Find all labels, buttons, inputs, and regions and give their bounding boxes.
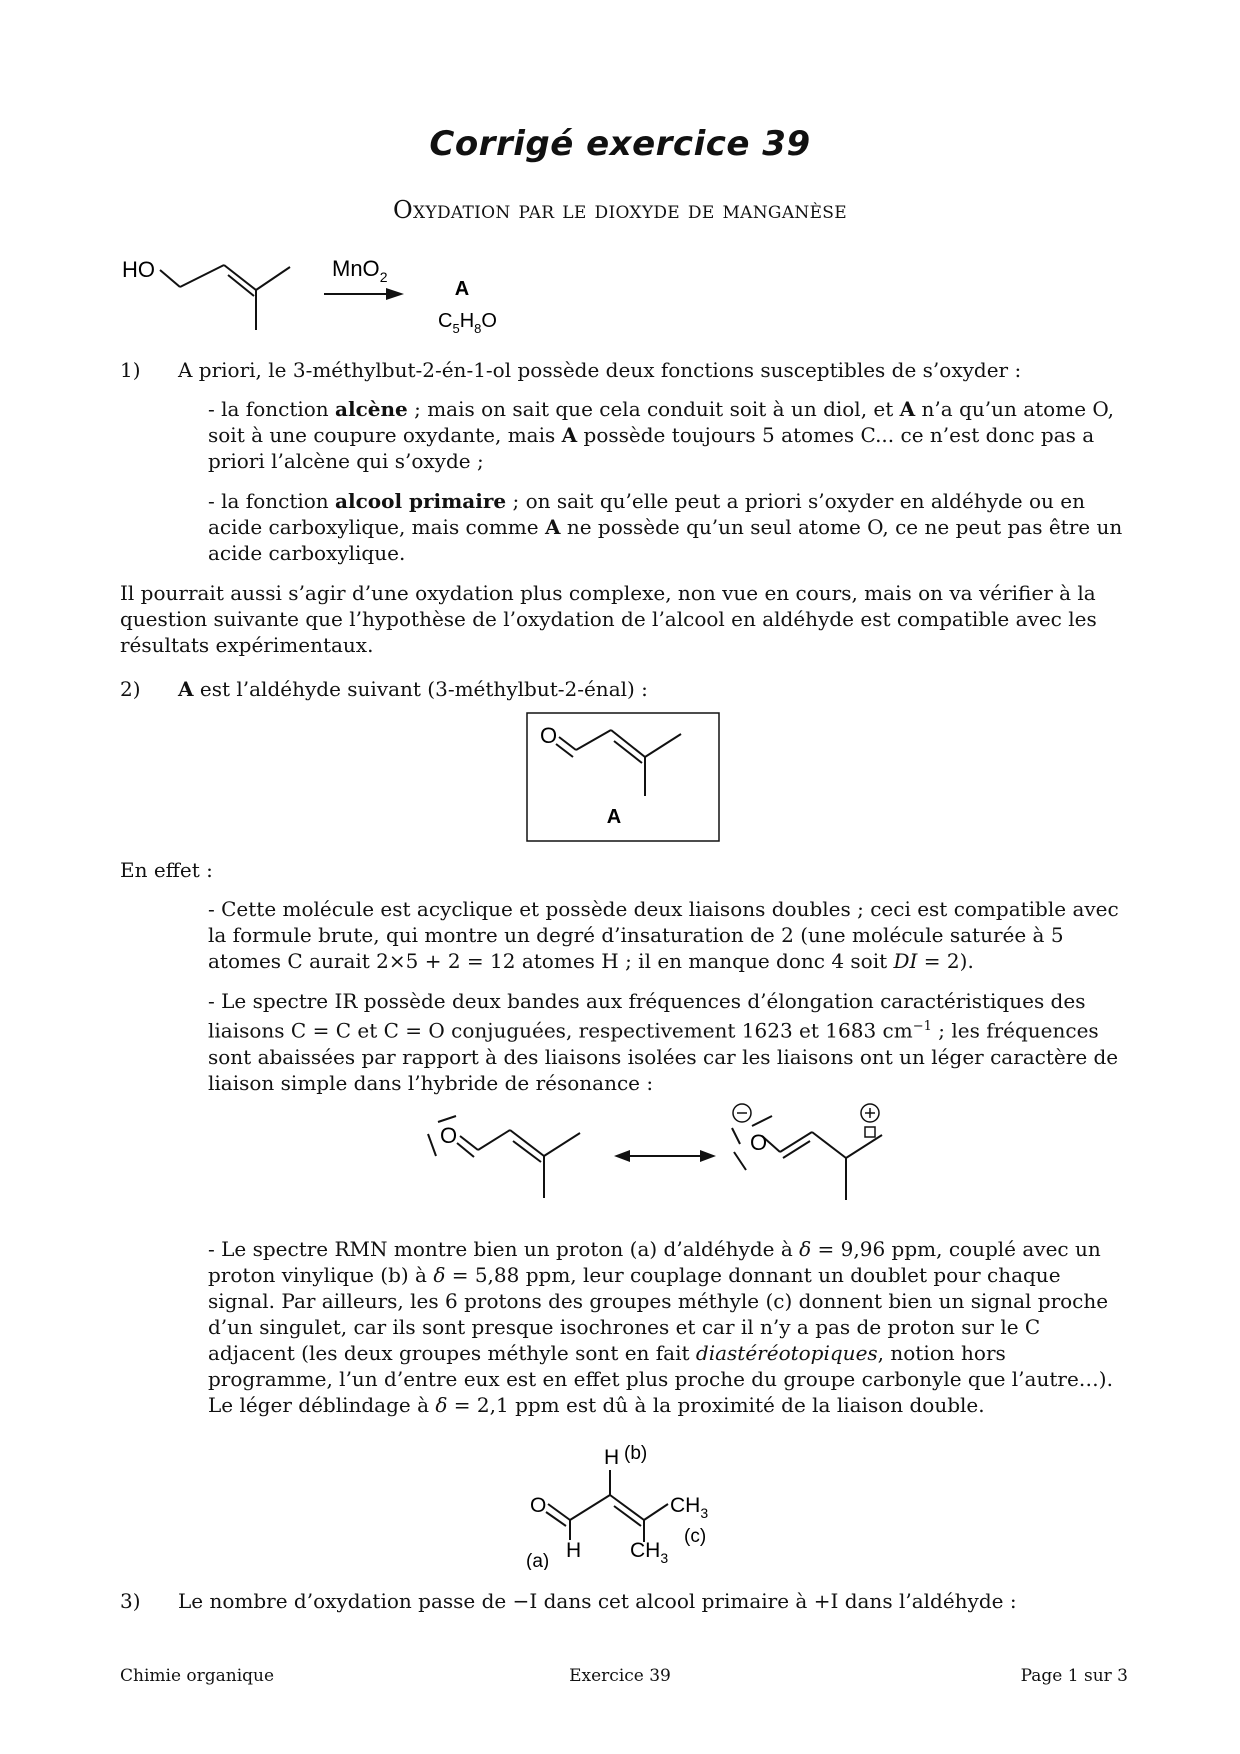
page-subtitle: Oxydation par le dioxyde de manganèse (393, 196, 847, 224)
aldehyde-skeleton (556, 730, 681, 796)
nmr-label-a: (a) (526, 1551, 550, 1570)
vacancy-box-icon (865, 1127, 875, 1137)
q3-number: 3) (120, 1589, 141, 1613)
nmr-structure (520, 1440, 750, 1570)
lone-pair-lower (734, 1152, 746, 1170)
q2-intro: A est l’aldéhyde suivant (3-méthylbut-2-énal) : (178, 677, 648, 701)
reactant-ho-label: HO (122, 257, 155, 282)
nmr-label-b: (b) (624, 1443, 648, 1464)
nmr-label-c: (c) (684, 1526, 707, 1547)
q2-number: 2) (120, 677, 141, 701)
nmr-skeleton (546, 1470, 668, 1542)
q2-unsaturation-paragraph: - Cette molécule est acyclique et possède deux liaisons doubles ; ceci est compatible avec la formule brute, qui montre un degré d’insaturation de 2 (une molécule saturée à 5 atomes C aurait 2×5 + 2 = 12 atomes H ; il en manque donc 4 soit DI = 2). (208, 897, 1119, 973)
lone-pair-top (438, 1116, 456, 1122)
reaction-arrow (324, 288, 404, 300)
reactant-skeleton (160, 265, 290, 330)
nmr-ch3-bottom: $CH_3$ (630, 1539, 669, 1566)
resonance-right (732, 1104, 882, 1200)
q1-number: 1) (120, 358, 141, 382)
q3-text: Le nombre d’oxydation passe de −I dans cet alcool primaire à +I dans l’aldéhyde : (178, 1589, 1017, 1613)
product-formula: $C_5H_8O$ (438, 310, 497, 336)
nmr-h-a: H (566, 1539, 582, 1562)
q2-nmr-paragraph: - Le spectre RMN montre bien un proton (a) d’aldéhyde à δ = 9,96 ppm, couplé avec un proton vinylique (b) à δ = 5,88 ppm, leur couplage donnant un doublet pour chaque signal. Par ailleurs, les 6 protons des groupes méthyle (c) donnent bien un signal proche d’un singulet, car ils sont presque isochrones et car il n’y a pas de proton sur le C adjacent (les deux groupes méthyle sont en fait diastéréotopiques, notion hors programme, l’un d’entre eux est en effet plus proche du groupe carbonyle que l’autre…). Le léger déblindage à δ = 2,1 ppm est dû à la proximité de la liaison double. (208, 1237, 1113, 1417)
lone-pair-top-right (752, 1116, 772, 1126)
resonance-double-arrow (614, 1150, 716, 1162)
footer-left: Chimie organique (120, 1666, 275, 1686)
box-a-label: A (606, 806, 622, 828)
footer-center: Exercice 39 (569, 1666, 671, 1686)
nmr-oxygen: O (530, 1494, 547, 1517)
en-effet: En effet : (120, 858, 213, 882)
reagent-label: MnO$_2$ (332, 256, 388, 285)
q2-ir-paragraph: - Le spectre IR possède deux bandes aux fréquences d’élongation caractéristiques des liaisons C = C et C = O conjuguées, respectivement 1623 et 1683 $cm^{-1}$ ; les fréquences sont abaissées par rapport à des liaisons isolées car les liaisons ont un léger caractère de liaison simple dans l’hybride de résonance : (208, 989, 1119, 1095)
nmr-h-b: H (604, 1446, 620, 1469)
resonance-left (428, 1116, 580, 1198)
resonance-scheme (410, 1100, 930, 1215)
nmr-ch3-top: $CH_3$ (670, 1494, 709, 1521)
product-a-label: A (454, 278, 470, 300)
resonance-right-oxygen: O (750, 1130, 768, 1155)
page-title: Corrigé exercice 39 (429, 124, 811, 164)
resonance-left-oxygen: O (440, 1123, 458, 1148)
lone-pair-left (428, 1134, 436, 1156)
q1-intro: A priori, le 3-méthylbut-2-én-1-ol possède deux fonctions susceptibles de s’oxyder : (178, 358, 1022, 382)
q1-alcohol-paragraph: - la fonction alcool primaire ; on sait qu’elle peut a priori s’oxyder en aldéhyde ou en acide carboxylique, mais comme A ne possède qu’un seul atome O, ce ne peut pas être un acide carboxylique. (208, 489, 1123, 565)
lone-pair-upper (732, 1128, 740, 1144)
q1-conclusion: Il pourrait aussi s’agir d’une oxydation plus complexe, non vue en cours, mais on va vérifier à la question suivante que l’hypothèse de l’oxydation de l’alcool en aldéhyde est compatible avec les résultats expérimentaux. (120, 581, 1097, 657)
footer-page-number: Page 1 sur 3 (1020, 1666, 1128, 1686)
aldehyde-a-box (526, 712, 720, 842)
reaction-scheme (120, 250, 520, 340)
box-oxygen-label: O (540, 723, 558, 748)
q1-alkene-paragraph: - la fonction alcène ; mais on sait que cela conduit soit à un diol, et A n’a qu’un atome O, soit à une coupure oxydante, mais A possède toujours 5 atomes C... ce n’est donc pas a priori l’alcène qui s’oxyde ; (208, 397, 1114, 473)
